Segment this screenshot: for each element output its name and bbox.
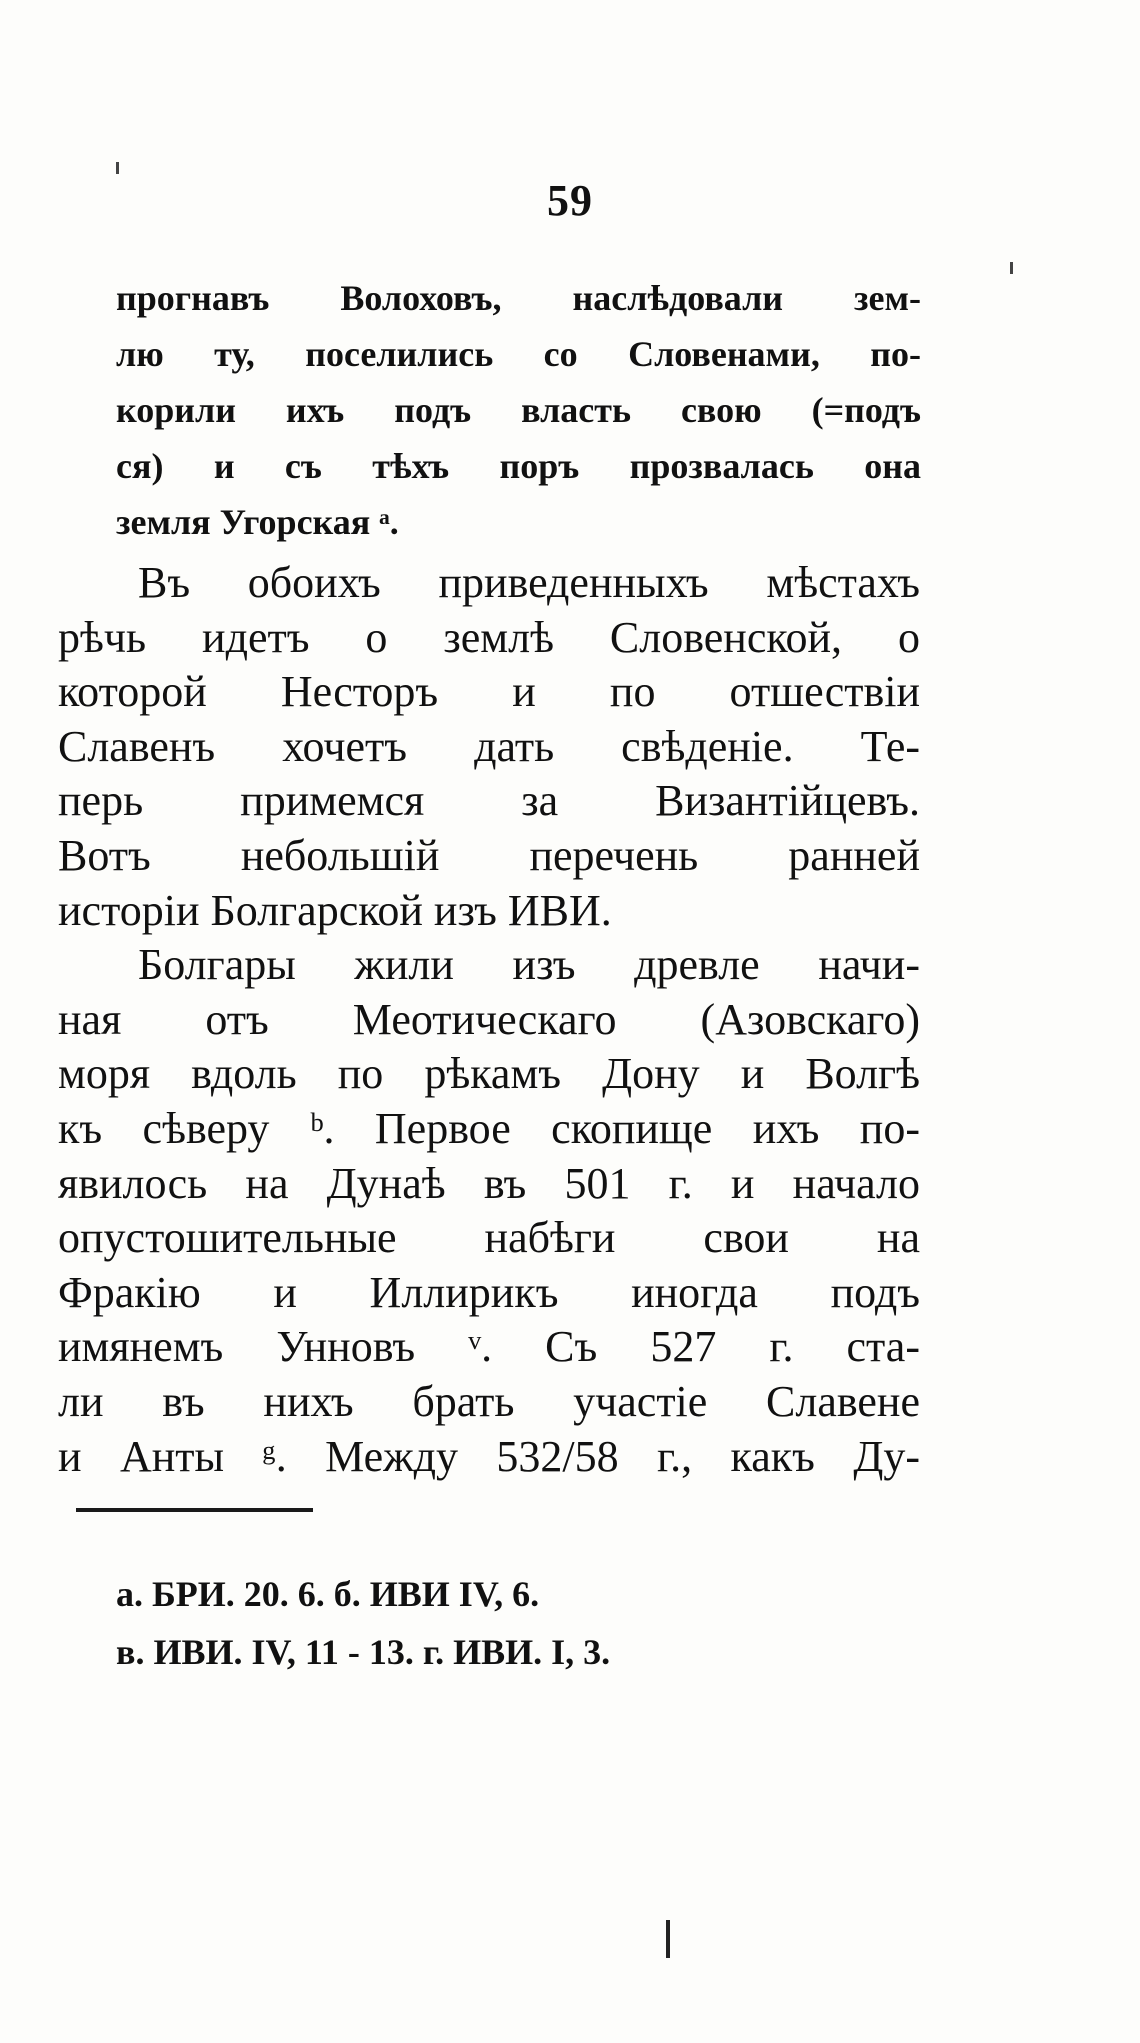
- paragraph-line: и Анты ᵍ. Между 532/58 г., какъ Ду-: [58, 1431, 920, 1481]
- paragraph-line: рѣчь идетъ о землѣ Словенской, о: [58, 612, 920, 662]
- quote-line: земля Угорская ᵃ.: [116, 502, 399, 542]
- quote-line: лю ту, поселились со Словенами, по-: [116, 334, 921, 374]
- paragraph-line: ная отъ Меотическаго (Азовскаго): [58, 994, 920, 1044]
- quoted-passage: [116, 270, 921, 550]
- paragraph-line: которой Несторъ и по отшествіи: [58, 667, 920, 717]
- paragraph-line: Вотъ небольшій перечень ранней: [58, 830, 920, 880]
- quote-line: ся) и съ тѣхъ поръ прозвалась она: [116, 446, 921, 486]
- paragraph-line: Фракію и Иллирикъ иногда подъ: [58, 1267, 920, 1317]
- footnote-line: а. БРИ. 20. 6. б. ИВИ IV, 6.: [116, 1574, 540, 1614]
- page-number: 59: [547, 176, 593, 225]
- print-speck: [666, 1920, 670, 1958]
- footnote-line: в. ИВИ. IV, 11 - 13. г. ИВИ. I, 3.: [116, 1632, 611, 1672]
- paragraph-line: Болгары жили изъ древле начи-: [138, 940, 920, 990]
- quote-line: прогнавъ Волоховъ, наслѣдовали зем-: [116, 278, 921, 318]
- paragraph-line: явилось на Дунаѣ въ 501 г. и начало: [58, 1158, 920, 1208]
- paragraph-line: перь примемся за Византійцевъ.: [58, 776, 920, 826]
- paragraph-line: Славенъ хочетъ дать свѣденіе. Те-: [58, 721, 920, 771]
- paragraph-line: Въ обоихъ приведенныхъ мѣстахъ: [138, 558, 920, 607]
- footnote-rule: [76, 1508, 313, 1512]
- paragraph-line: исторіи Болгарской изъ ИВИ.: [58, 885, 612, 935]
- paragraph-line: опустошительные набѣги свои на: [58, 1213, 920, 1263]
- paragraph-line: къ сѣверу ᵇ. Первое скопище ихъ по-: [58, 1103, 920, 1153]
- print-speck: [1010, 262, 1013, 274]
- print-speck: [116, 162, 119, 174]
- paragraph-line: ли въ нихъ брать участіе Славене: [58, 1376, 920, 1426]
- quote-line: корили ихъ подъ власть свою (=подъ: [116, 390, 921, 430]
- footnotes: [116, 1565, 876, 1681]
- paragraph-line: имянемъ Унновъ ᵛ. Съ 527 г. ста-: [58, 1322, 920, 1372]
- paragraph-line: моря вдоль по рѣкамъ Дону и Волгѣ: [58, 1049, 920, 1099]
- main-text: [58, 556, 920, 1484]
